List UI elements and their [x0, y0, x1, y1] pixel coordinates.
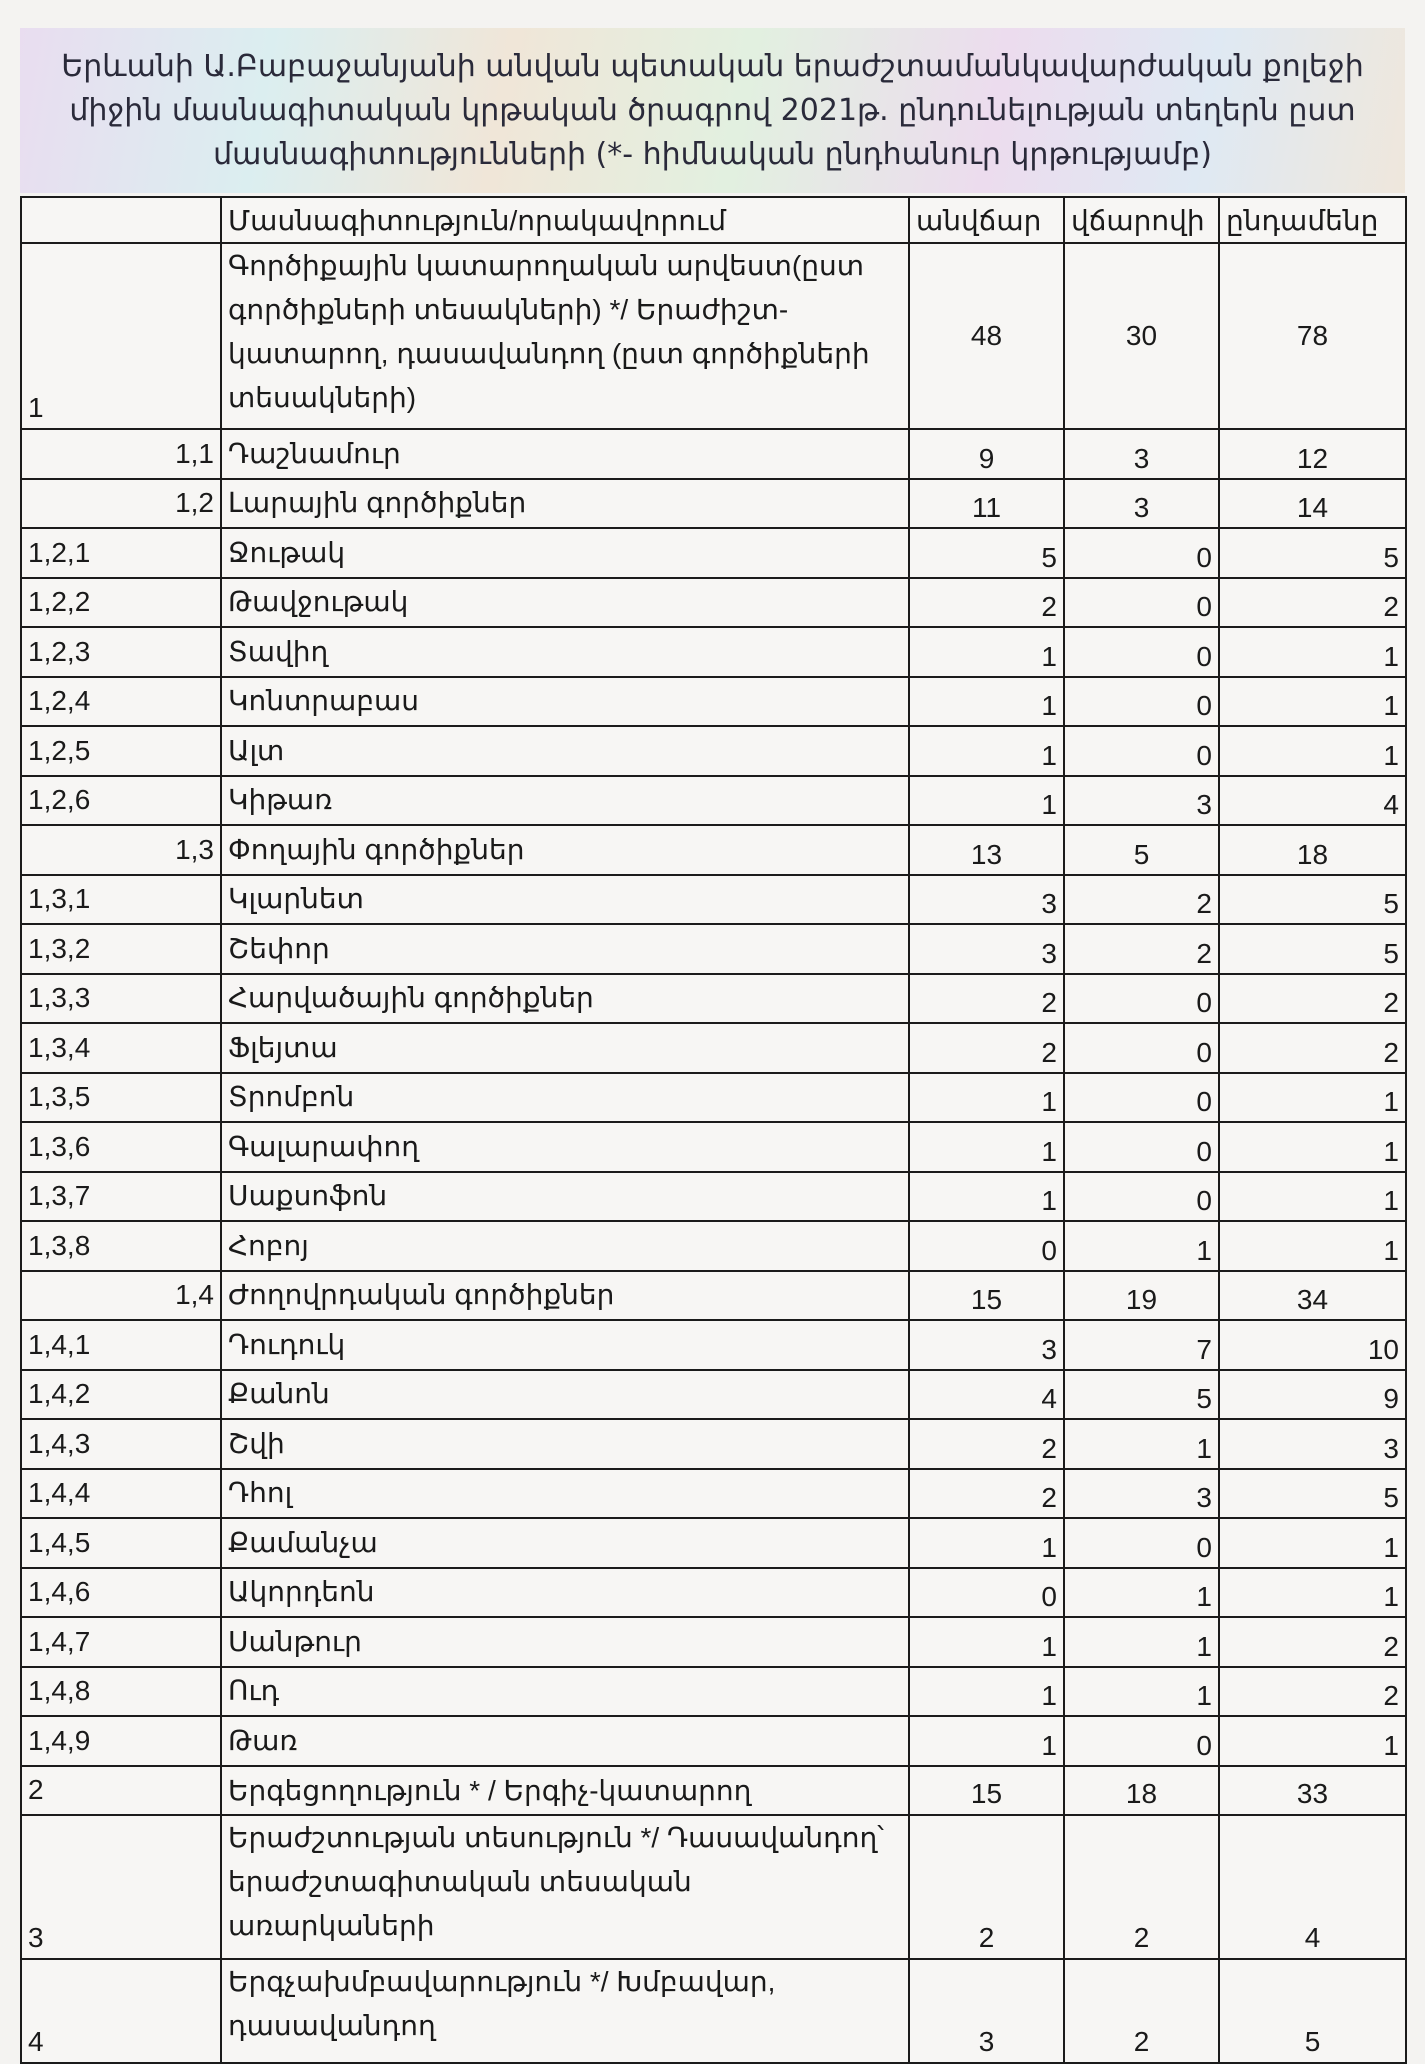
item-paid: 0 — [1064, 677, 1219, 727]
table-row — [21, 677, 1406, 727]
item-paid: 3 — [1064, 776, 1219, 826]
document-title: Երևանի Ա.Բաբաջանյանի անվան պետական երաժշտամանկավարժական քոլեջի միջին մասնագիտական կրթական ծրագրով 2021թ. ընդունելության տեղերն ըստ մասնագիտությունների (*- հիմնական ընդհանուր կրթությամբ) — [61, 48, 1364, 172]
item-total: 2 — [1219, 578, 1406, 628]
item-paid: 2 — [1064, 875, 1219, 925]
table-row — [21, 1370, 1406, 1420]
group-total: 34 — [1219, 1271, 1406, 1321]
item-name: Հոբոյ — [221, 1221, 909, 1271]
item-free: 1 — [909, 1518, 1064, 1568]
item-name: Սանթուր — [221, 1617, 909, 1667]
document-header — [20, 28, 1405, 193]
item-total: 5 — [1219, 1469, 1406, 1519]
item-name: Ակորդեոն — [221, 1568, 909, 1618]
item-code: 1,4,5 — [21, 1518, 221, 1568]
row-code: 1 — [21, 243, 221, 429]
header-total: ընդամենը — [1219, 197, 1406, 243]
group-name: Ժողովրդական գործիքներ — [221, 1271, 909, 1321]
item-paid: 0 — [1064, 974, 1219, 1024]
group-code: 1,3 — [21, 825, 221, 875]
item-total: 5 — [1219, 924, 1406, 974]
item-code: 1,4,2 — [21, 1370, 221, 1420]
item-code: 1,2,1 — [21, 528, 221, 578]
item-free: 2 — [909, 974, 1064, 1024]
group-total: 12 — [1219, 429, 1406, 479]
row-code: 2 — [21, 1766, 221, 1815]
table-row — [21, 726, 1406, 776]
item-free: 2 — [909, 1419, 1064, 1469]
item-free: 1 — [909, 1667, 1064, 1717]
item-name: Տավիղ — [221, 627, 909, 677]
table-row — [21, 528, 1406, 578]
row-name: Երգչախմբավարություն */ Խմբավար, դասավանդող — [221, 1959, 909, 2063]
group-free: 13 — [909, 825, 1064, 875]
item-free: 1 — [909, 726, 1064, 776]
item-name: Թավջութակ — [221, 578, 909, 628]
item-free: 2 — [909, 1023, 1064, 1073]
item-free: 2 — [909, 578, 1064, 628]
row-paid: 30 — [1064, 243, 1219, 429]
table-row — [21, 1568, 1406, 1618]
item-total: 1 — [1219, 1518, 1406, 1568]
item-free: 1 — [909, 1716, 1064, 1766]
item-total: 2 — [1219, 1023, 1406, 1073]
row-paid: 18 — [1064, 1766, 1219, 1815]
item-free: 1 — [909, 627, 1064, 677]
item-paid: 0 — [1064, 1716, 1219, 1766]
table-row — [21, 1518, 1406, 1568]
item-paid: 0 — [1064, 1122, 1219, 1172]
item-paid: 0 — [1064, 578, 1219, 628]
item-free: 1 — [909, 1617, 1064, 1667]
item-paid: 3 — [1064, 1469, 1219, 1519]
item-name: Կոնտրաբաս — [221, 677, 909, 727]
header-code — [21, 197, 221, 243]
item-code: 1,3,2 — [21, 924, 221, 974]
item-name: Շեփոր — [221, 924, 909, 974]
group-paid: 3 — [1064, 429, 1219, 479]
table-row — [21, 1073, 1406, 1123]
row-free: 2 — [909, 1815, 1064, 1959]
item-free: 1 — [909, 677, 1064, 727]
item-code: 1,4,6 — [21, 1568, 221, 1618]
table-row — [21, 1172, 1406, 1222]
group-free: 11 — [909, 479, 1064, 529]
item-code: 1,3,3 — [21, 974, 221, 1024]
table-row — [21, 776, 1406, 826]
table-header-row — [21, 197, 1406, 243]
row-total: 5 — [1219, 1959, 1406, 2063]
row-paid: 2 — [1064, 1815, 1219, 1959]
item-paid: 1 — [1064, 1419, 1219, 1469]
group-paid: 5 — [1064, 825, 1219, 875]
item-paid: 1 — [1064, 1221, 1219, 1271]
item-total: 4 — [1219, 776, 1406, 826]
item-free: 1 — [909, 776, 1064, 826]
table-row-section-3 — [21, 1815, 1406, 1959]
item-total: 1 — [1219, 726, 1406, 776]
item-code: 1,3,5 — [21, 1073, 221, 1123]
item-name: Կլարնետ — [221, 875, 909, 925]
header-specialty: Մասնագիտություն/որակավորում — [221, 197, 909, 243]
item-code: 1,3,8 — [21, 1221, 221, 1271]
item-name: Դուդուկ — [221, 1320, 909, 1370]
row-name: Գործիքային կատարողական արվեստ(ըստ գործիքների տեսակների) */ Երաժիշտ-կատարող, դասավանդող (ըստ գործիքների տեսակների) — [221, 243, 909, 429]
item-paid: 1 — [1064, 1617, 1219, 1667]
table-row — [21, 1716, 1406, 1766]
item-name: Ֆլեյտա — [221, 1023, 909, 1073]
item-code: 1,3,6 — [21, 1122, 221, 1172]
item-free: 0 — [909, 1221, 1064, 1271]
item-total: 1 — [1219, 627, 1406, 677]
item-free: 3 — [909, 924, 1064, 974]
item-name: Գալարափող — [221, 1122, 909, 1172]
item-paid: 2 — [1064, 924, 1219, 974]
row-name: Երգեցողություն * / Երգիչ-կատարող — [221, 1766, 909, 1815]
item-paid: 0 — [1064, 726, 1219, 776]
table-row — [21, 974, 1406, 1024]
item-code: 1,4,7 — [21, 1617, 221, 1667]
table-row — [21, 1419, 1406, 1469]
item-free: 0 — [909, 1568, 1064, 1618]
item-total: 3 — [1219, 1419, 1406, 1469]
table-row-section-4 — [21, 1959, 1406, 2063]
row-free: 15 — [909, 1766, 1064, 1815]
item-name: Ուդ — [221, 1667, 909, 1717]
table-row — [21, 1023, 1406, 1073]
item-name: Սաքսոֆոն — [221, 1172, 909, 1222]
row-total: 33 — [1219, 1766, 1406, 1815]
row-name: Երաժշտության տեսություն */ Դասավանդող՝ երաժշտագիտական տեսական առարկաների — [221, 1815, 909, 1959]
item-name: Ջութակ — [221, 528, 909, 578]
item-paid: 0 — [1064, 1518, 1219, 1568]
item-total: 2 — [1219, 1667, 1406, 1717]
item-code: 1,3,7 — [21, 1172, 221, 1222]
group-code: 1,4 — [21, 1271, 221, 1321]
item-name: Ալտ — [221, 726, 909, 776]
table-row-group — [21, 825, 1406, 875]
item-total: 2 — [1219, 974, 1406, 1024]
item-code: 1,3,4 — [21, 1023, 221, 1073]
item-code: 1,2,6 — [21, 776, 221, 826]
item-total: 1 — [1219, 677, 1406, 727]
group-total: 14 — [1219, 479, 1406, 529]
item-total: 1 — [1219, 1122, 1406, 1172]
item-name: Հարվածային գործիքներ — [221, 974, 909, 1024]
group-total: 18 — [1219, 825, 1406, 875]
item-paid: 1 — [1064, 1568, 1219, 1618]
item-total: 1 — [1219, 1172, 1406, 1222]
table-row — [21, 627, 1406, 677]
group-free: 15 — [909, 1271, 1064, 1321]
item-total: 1 — [1219, 1716, 1406, 1766]
table-row-group — [21, 479, 1406, 529]
item-paid: 1 — [1064, 1667, 1219, 1717]
item-paid: 0 — [1064, 1073, 1219, 1123]
table-row — [21, 1122, 1406, 1172]
item-free: 3 — [909, 875, 1064, 925]
group-code: 1,1 — [21, 429, 221, 479]
group-name: Փողային գործիքներ — [221, 825, 909, 875]
header-paid: վճարովի — [1064, 197, 1219, 243]
item-paid: 0 — [1064, 1023, 1219, 1073]
item-total: 9 — [1219, 1370, 1406, 1420]
group-free: 9 — [909, 429, 1064, 479]
table-row-group — [21, 429, 1406, 479]
table-row-section-1 — [21, 243, 1406, 429]
group-name: Լարային գործիքներ — [221, 479, 909, 529]
item-free: 1 — [909, 1073, 1064, 1123]
item-name: Տրոմբոն — [221, 1073, 909, 1123]
table-row — [21, 1667, 1406, 1717]
item-code: 1,3,1 — [21, 875, 221, 925]
item-paid: 5 — [1064, 1370, 1219, 1420]
item-total: 2 — [1219, 1617, 1406, 1667]
item-total: 1 — [1219, 1568, 1406, 1618]
table-body — [21, 243, 1406, 2063]
row-code: 3 — [21, 1815, 221, 1959]
item-free: 2 — [909, 1469, 1064, 1519]
row-total: 78 — [1219, 243, 1406, 429]
table-row-group — [21, 1271, 1406, 1321]
item-total: 10 — [1219, 1320, 1406, 1370]
item-name: Դհոլ — [221, 1469, 909, 1519]
item-paid: 0 — [1064, 528, 1219, 578]
table-row — [21, 1320, 1406, 1370]
item-total: 1 — [1219, 1073, 1406, 1123]
item-code: 1,4,8 — [21, 1667, 221, 1717]
table-row — [21, 578, 1406, 628]
table-row-section-2 — [21, 1766, 1406, 1815]
item-free: 1 — [909, 1122, 1064, 1172]
item-name: Թառ — [221, 1716, 909, 1766]
admission-table — [20, 196, 1407, 2064]
header-free: անվճար — [909, 197, 1064, 243]
group-paid: 3 — [1064, 479, 1219, 529]
item-free: 3 — [909, 1320, 1064, 1370]
table-row — [21, 875, 1406, 925]
item-code: 1,2,5 — [21, 726, 221, 776]
table-row — [21, 1469, 1406, 1519]
table-row — [21, 1617, 1406, 1667]
table-row — [21, 924, 1406, 974]
item-name: Քանոն — [221, 1370, 909, 1420]
item-free: 4 — [909, 1370, 1064, 1420]
item-name: Քամանչա — [221, 1518, 909, 1568]
group-name: Դաշնամուր — [221, 429, 909, 479]
row-free: 48 — [909, 243, 1064, 429]
row-paid: 2 — [1064, 1959, 1219, 2063]
item-code: 1,4,1 — [21, 1320, 221, 1370]
item-free: 1 — [909, 1172, 1064, 1222]
item-total: 5 — [1219, 875, 1406, 925]
row-free: 3 — [909, 1959, 1064, 2063]
item-paid: 7 — [1064, 1320, 1219, 1370]
item-code: 1,4,4 — [21, 1469, 221, 1519]
item-paid: 0 — [1064, 1172, 1219, 1222]
item-code: 1,2,4 — [21, 677, 221, 727]
item-free: 5 — [909, 528, 1064, 578]
item-paid: 0 — [1064, 627, 1219, 677]
group-paid: 19 — [1064, 1271, 1219, 1321]
row-code: 4 — [21, 1959, 221, 2063]
item-name: Շվի — [221, 1419, 909, 1469]
row-total: 4 — [1219, 1815, 1406, 1959]
item-code: 1,2,2 — [21, 578, 221, 628]
item-code: 1,2,3 — [21, 627, 221, 677]
item-name: Կիթառ — [221, 776, 909, 826]
table-row — [21, 1221, 1406, 1271]
item-code: 1,4,3 — [21, 1419, 221, 1469]
item-code: 1,4,9 — [21, 1716, 221, 1766]
item-total: 1 — [1219, 1221, 1406, 1271]
group-code: 1,2 — [21, 479, 221, 529]
item-total: 5 — [1219, 528, 1406, 578]
